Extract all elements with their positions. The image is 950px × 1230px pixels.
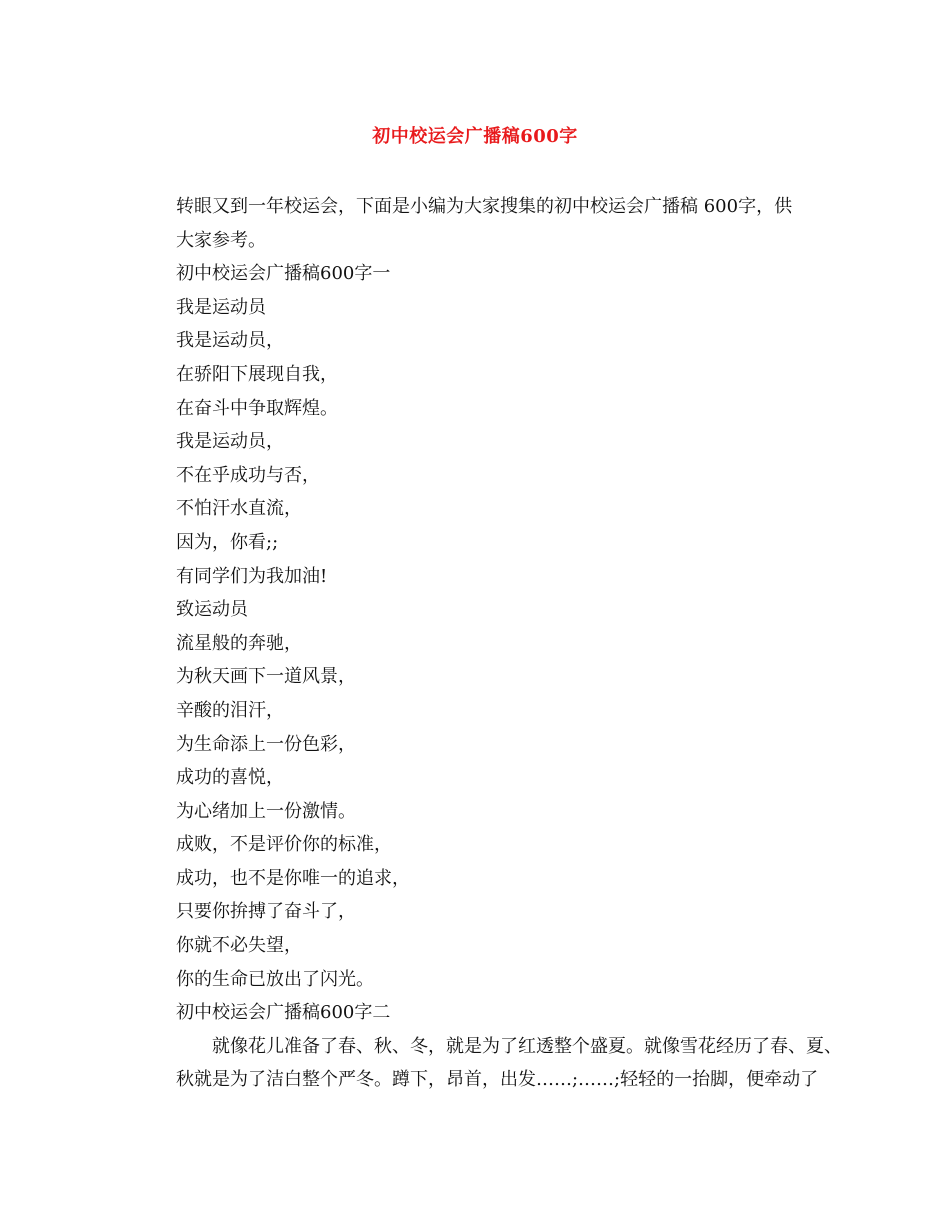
- body-line: 辛酸的泪汗，: [176, 699, 284, 721]
- body-line: 不在乎成功与否，: [176, 464, 320, 486]
- body-line: 成败，不是评价你的标准，: [176, 834, 392, 856]
- final-line-1: 就像花儿准备了春、秋、冬，就是为了红透整个盛夏。就像雪花经历了春、夏、: [212, 1035, 842, 1057]
- final-paragraph: [140, 1030, 842, 1097]
- intro-line-2: 大家参考。: [176, 229, 266, 251]
- body-line: 我是运动员: [176, 296, 266, 318]
- final-line-2: 秋就是为了洁白整个严冬。蹲下，昂首，出发……;……;轻轻的一抬脚，便牵动了: [176, 1069, 819, 1091]
- body-line: 你的生命已放出了闪光。: [176, 968, 374, 990]
- body-line: 因为，你看;;: [176, 531, 279, 553]
- body-line: 我是运动员，: [176, 330, 284, 352]
- body-line: 我是运动员，: [176, 431, 284, 453]
- body-line: 为秋天画下一道风景，: [176, 666, 356, 688]
- intro-paragraph: [140, 190, 830, 257]
- body-line: 初中校运会广播稿600字一: [176, 263, 391, 285]
- body-line: 不怕汗水直流，: [176, 498, 302, 520]
- section-heading-2: 初中校运会广播稿600字二: [176, 1002, 391, 1024]
- body-line: 在奋斗中争取辉煌。: [176, 397, 338, 419]
- body-line: 为生命添上一份色彩，: [176, 733, 356, 755]
- body-line: 有同学们为我加油!: [176, 565, 328, 587]
- body-line: 成功的喜悦，: [176, 767, 284, 789]
- intro-line-1: 转眼又到一年校运会，下面是小编为大家搜集的初中校运会广播稿 600字，供: [176, 196, 793, 217]
- body-line: 在骄阳下展现自我，: [176, 363, 338, 385]
- body-line: 成功，也不是你唯一的追求，: [176, 867, 410, 889]
- document-body: [140, 190, 842, 1097]
- body-line: 你就不必失望，: [176, 935, 302, 957]
- body-line: 只要你拚搏了奋斗了，: [176, 901, 356, 923]
- body-line: 致运动员: [176, 599, 248, 621]
- body-line: 为心绪加上一份激情。: [176, 800, 356, 822]
- document-title: 初中校运会广播稿600字: [372, 126, 578, 147]
- body-line: 流星般的奔驰，: [176, 632, 302, 654]
